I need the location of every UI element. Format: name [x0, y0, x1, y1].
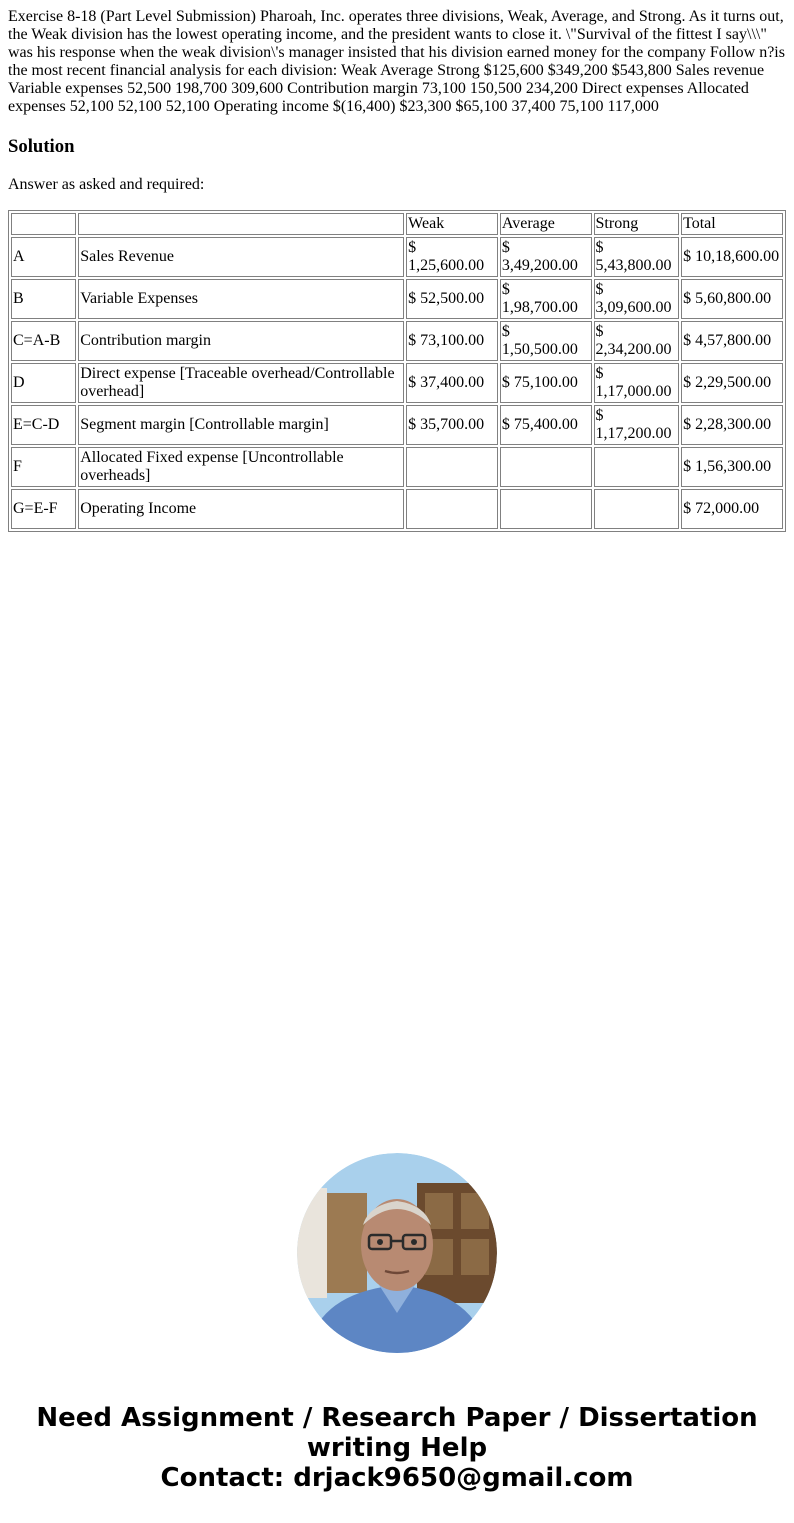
- row-total: $ 72,000.00: [681, 489, 783, 529]
- table-header-row: [11, 213, 783, 235]
- row-code: E=C-D: [11, 405, 76, 445]
- header-cell-strong: Strong: [594, 213, 680, 235]
- row-total: $ 4,57,800.00: [681, 321, 783, 361]
- row-code: F: [11, 447, 76, 487]
- row-weak: $ 35,700.00: [406, 405, 498, 445]
- row-strong: $ 1,17,000.00: [594, 363, 680, 403]
- row-average: $ 1,98,700.00: [500, 279, 592, 319]
- table-row: [11, 279, 783, 319]
- header-cell-total: Total: [681, 213, 783, 235]
- row-strong: $ 1,17,200.00: [594, 405, 680, 445]
- header-cell-code: [11, 213, 76, 235]
- row-strong: [594, 489, 680, 529]
- row-weak: $ 37,400.00: [406, 363, 498, 403]
- header-cell-weak: Weak: [406, 213, 498, 235]
- page-content: [8, 8, 786, 532]
- row-average: [500, 489, 592, 529]
- row-code: D: [11, 363, 76, 403]
- row-strong: $ 5,43,800.00: [594, 237, 680, 277]
- row-weak: $ 73,100.00: [406, 321, 498, 361]
- row-label: Variable Expenses: [78, 279, 404, 319]
- row-label: Sales Revenue: [78, 237, 404, 277]
- row-code: B: [11, 279, 76, 319]
- table-row: [11, 405, 783, 445]
- row-code: A: [11, 237, 76, 277]
- solution-heading: Solution: [8, 136, 75, 157]
- row-average: $ 75,400.00: [500, 405, 592, 445]
- footer-promo: [0, 1403, 794, 1493]
- row-average: $ 75,100.00: [500, 363, 592, 403]
- author-portrait-image: [297, 1153, 497, 1353]
- table-row: [11, 447, 783, 487]
- row-label: Segment margin [Controllable margin]: [78, 405, 404, 445]
- row-weak: $ 1,25,600.00: [406, 237, 498, 277]
- row-label: Direct expense [Traceable overhead/Controllable overhead]: [78, 363, 404, 403]
- row-code: G=E-F: [11, 489, 76, 529]
- row-label: Contribution margin: [78, 321, 404, 361]
- row-strong: [594, 447, 680, 487]
- row-label: Operating Income: [78, 489, 404, 529]
- table-row: [11, 321, 783, 361]
- table-row: [11, 237, 783, 277]
- answer-intro: Answer as asked and required:: [8, 176, 205, 193]
- row-weak: [406, 447, 498, 487]
- row-total: $ 2,29,500.00: [681, 363, 783, 403]
- row-strong: $ 3,09,600.00: [594, 279, 680, 319]
- author-avatar: [297, 1153, 497, 1353]
- table-row: [11, 363, 783, 403]
- row-total: $ 5,60,800.00: [681, 279, 783, 319]
- row-code: C=A-B: [11, 321, 76, 361]
- row-average: $ 1,50,500.00: [500, 321, 592, 361]
- row-total: $ 1,56,300.00: [681, 447, 783, 487]
- row-strong: $ 2,34,200.00: [594, 321, 680, 361]
- row-total: $ 2,28,300.00: [681, 405, 783, 445]
- header-cell-average: Average: [500, 213, 592, 235]
- row-weak: [406, 489, 498, 529]
- footer-help-line: Need Assignment / Research Paper / Dissertation writing Help: [36, 1403, 758, 1463]
- question-text: Exercise 8-18 (Part Level Submission) Pharoah, Inc. operates three divisions, Weak, Average, and Strong. As it turns out, the Weak division has the lowest operating income, and the president wants to close it. \"Survival of the fittest I say\\\" was his response when the weak division\'s manager insisted that his division earned money for the company Follow n?is the most recent financial analysis for each division: Weak Average Strong $125,600 $349,200 $543,800 Sales revenue Variable expenses 52,500 198,700 309,600 Contribution margin 73,100 150,500 234,200 Direct expenses Allocated expenses 52,100 52,100 52,100 Operating income $(16,400) $23,300 $65,100 37,400 75,100 117,000: [8, 8, 785, 115]
- row-average: [500, 447, 592, 487]
- row-weak: $ 52,500.00: [406, 279, 498, 319]
- header-cell-label: [78, 213, 404, 235]
- row-label: Allocated Fixed expense [Uncontrollable overheads]: [78, 447, 404, 487]
- row-total: $ 10,18,600.00: [681, 237, 783, 277]
- footer-contact-line: Contact: drjack9650@gmail.com: [160, 1463, 634, 1493]
- solution-table: [8, 210, 786, 532]
- row-average: $ 3,49,200.00: [500, 237, 592, 277]
- table-row: [11, 489, 783, 529]
